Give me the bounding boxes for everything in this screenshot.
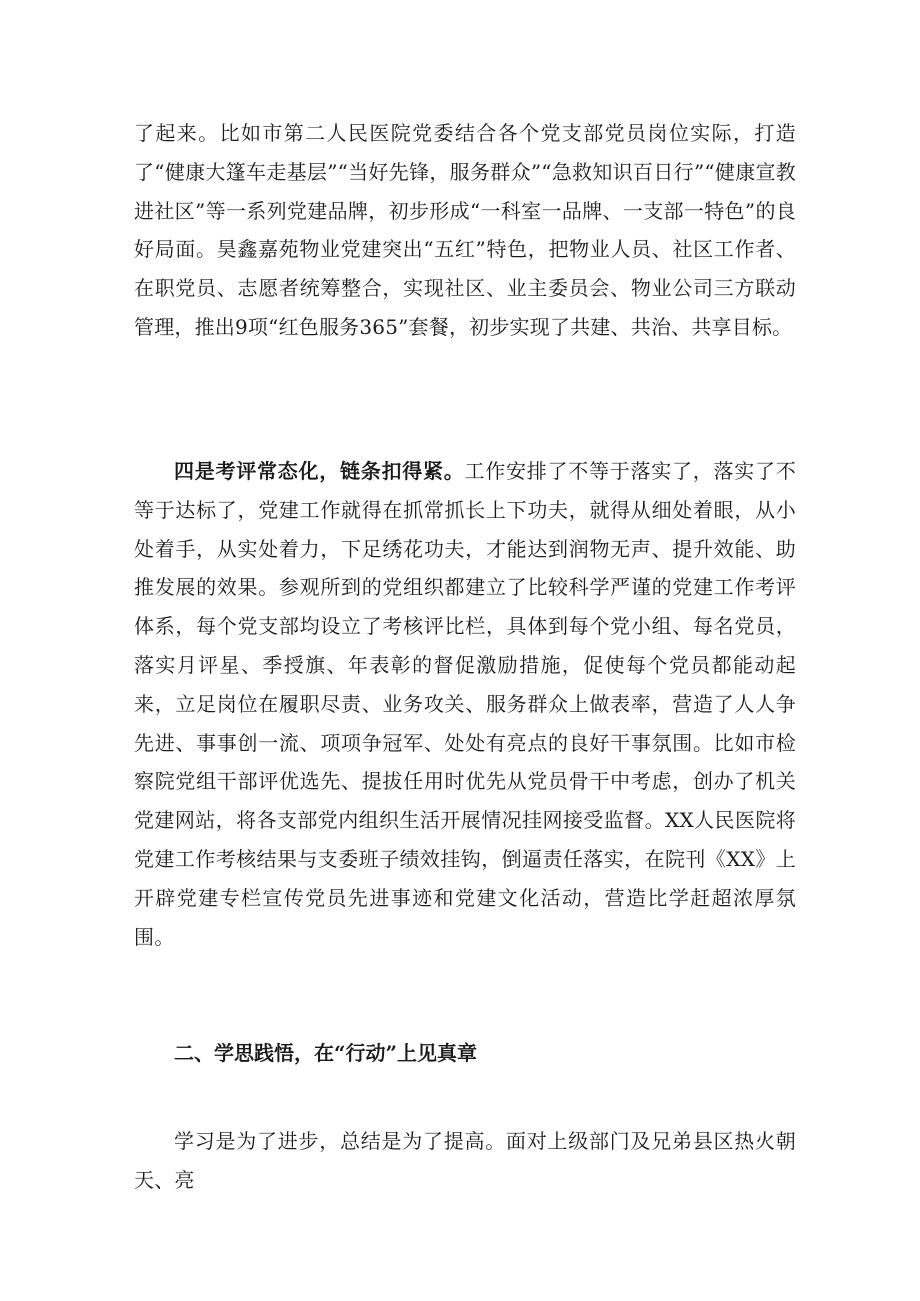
paragraph-party-brand-examples: 了起来。比如市第二人民医院党委结合各个党支部党员岗位实际，打造了“健康大篷车走基层”“当好先锋，服务群众”“急救知识百日行”“健康宣教进社区”等一系列党建品牌，初步形成“一科室一品牌、一支部一特色”的良好局面。昊鑫嘉苑物业党建突出“五红”特色，把物业人员、社区工作者、在职党员、志愿者统筹整合，实现社区、业主委员会、物业公司三方联动管理，推出9项“红色服务365”套餐，初步实现了共建、共治、共享目标。 (134, 121, 796, 339)
paragraph-body-text: 工作安排了不等于落实了，落实了不等于达标了，党建工作就得在抓常抓长上下功夫，就得从细处着眼，从小处着手，从实处着力，下足绣花功夫，才能达到润物无声、提升效能、助推发展的效果。参观所到的党组织都建立了比较科学严谨的党建工作考评体系，每个党支部均设立了考核评比栏，具体到每个党小组、每名党员，落实月评星、季授旗、年表彰的督促激励措施，促使每个党员都能动起来，立足岗位在履职尽责、业务攻关、服务群众上做表率，营造了人人争先进、事事创一流、项项争冠军、处处有亮点的良好干事氛围。比如市检察院党组干部评优选先、提拔任用时优先从党员骨干中考虑，创办了机关党建网站，将各支部党内组织生活开展情况挂网接受监督。XX人民医院将党建工作考核结果与支委班子绩效挂钩，倒逼责任落实，在院刊《XX》上开辟党建专栏宣传党员先进事迹和党建文化活动，营造比学赶超浓厚氛围。 (134, 459, 796, 949)
section-heading: 二、学思践悟，在“行动”上见真章 (174, 1041, 478, 1065)
paragraph-lead-bold: 四是考评常态化，链条扣得紧。 (174, 459, 465, 483)
paragraph-evaluation-normalization (134, 452, 796, 956)
paragraph-learning-progress: 学习是为了进步，总结是为了提高。面对上级部门及兄弟县区热火朝天、亮 (134, 1129, 796, 1192)
